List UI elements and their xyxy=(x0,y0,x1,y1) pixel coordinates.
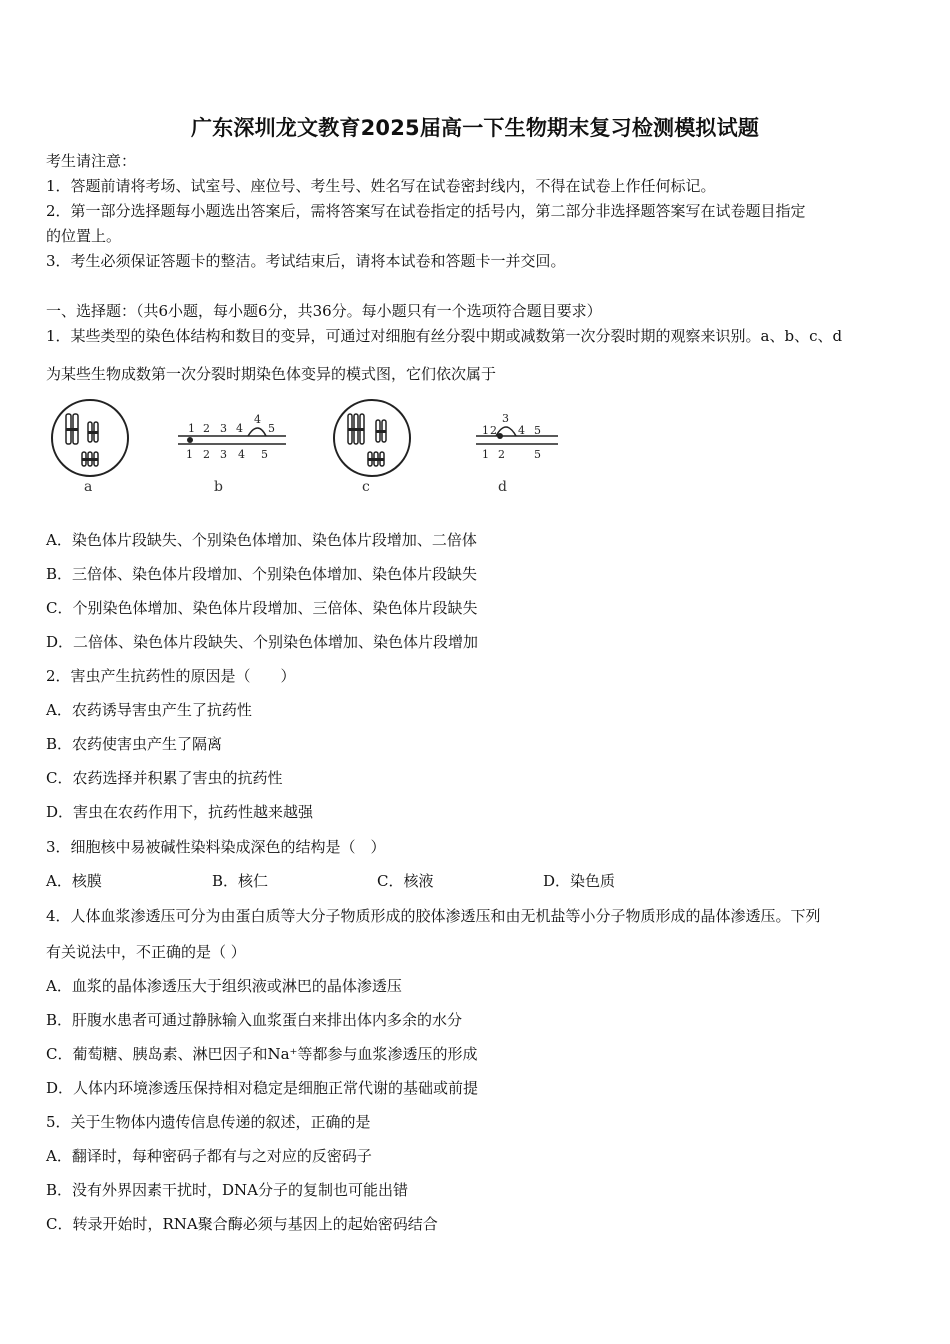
svg-text:4: 4 xyxy=(238,448,245,461)
notice-item-3: 3．考生必须保证答题卡的整洁。考试结束后，请将本试卷和答题卡一并交回。 xyxy=(46,252,566,270)
q1-option-a: A．染色体片段缺失、个别染色体增加、染色体片段增加、二倍体 xyxy=(46,531,477,549)
q3-option-a: A．核膜 xyxy=(46,872,102,890)
page-title: 广东深圳龙文教育2025届高一下生物期末复习检测模拟试题 xyxy=(190,116,760,140)
svg-text:1: 1 xyxy=(186,448,193,461)
q4-stem-line1: 4．人体血浆渗透压可分为由蛋白质等大分子物质形成的胶体渗透压和由无机盐等小分子物质形成的晶体渗透压。下列 xyxy=(46,907,821,925)
notice-heading: 考生请注意： xyxy=(46,152,137,170)
figure-a xyxy=(48,392,138,498)
q3-stem: 3．细胞核中易被碱性染料染成深色的结构是（ ） xyxy=(46,838,386,856)
q4-stem-line2: 有关说法中，不正确的是（ ） xyxy=(46,943,246,961)
q1-stem-line1: 1．某些类型的染色体结构和数目的变异，可通过对细胞有丝分裂中期或减数第一次分裂时期的观察来识别。a、b、c、d xyxy=(46,327,843,345)
q3-option-c: C．核液 xyxy=(377,872,434,890)
svg-text:3: 3 xyxy=(220,422,227,435)
q2-option-d: D．害虫在农药作用下，抗药性越来越强 xyxy=(46,803,314,821)
svg-text:1: 1 xyxy=(482,448,489,461)
notice-item-1: 1．答题前请将考场、试室号、座位号、考生号、姓名写在试卷密封线内，不得在试卷上作任何标记。 xyxy=(46,177,716,195)
svg-text:4: 4 xyxy=(236,422,243,435)
svg-text:4: 4 xyxy=(518,424,525,437)
svg-text:5: 5 xyxy=(534,424,541,437)
figure-a-label: a xyxy=(84,479,93,495)
q2-option-b: B．农药使害虫产生了隔离 xyxy=(46,735,223,753)
svg-text:3: 3 xyxy=(502,412,509,425)
notice-item-2-cont: 的位置上。 xyxy=(46,227,122,245)
q1-stem-line2: 为某些生物成数第一次分裂时期染色体变异的模式图，它们依次属于 xyxy=(46,365,497,383)
svg-text:2: 2 xyxy=(490,424,497,437)
svg-text:1: 1 xyxy=(188,422,195,435)
figure-d xyxy=(470,392,570,498)
svg-text:2: 2 xyxy=(203,448,210,461)
q1-option-d: D．二倍体、染色体片段缺失、个别染色体增加、染色体片段增加 xyxy=(46,633,479,651)
figure-c-label: c xyxy=(362,479,370,495)
q5-option-c: C．转录开始时，RNA聚合酶必须与基因上的起始密码结合 xyxy=(46,1215,438,1233)
figure-b xyxy=(174,392,294,498)
svg-text:1: 1 xyxy=(482,424,489,437)
q2-option-c: C．农药选择并积累了害虫的抗药性 xyxy=(46,769,283,787)
svg-text:2: 2 xyxy=(203,422,210,435)
q4-option-a: A．血浆的晶体渗透压大于组织液或淋巴的晶体渗透压 xyxy=(46,977,402,995)
notice-item-2: 2．第一部分选择题每小题选出答案后，需将答案写在试卷指定的括号内，第二部分非选择题答案写在试卷题目指定 xyxy=(46,202,806,220)
svg-text:5: 5 xyxy=(534,448,541,461)
q4-option-c: C．葡萄糖、胰岛素、淋巴因子和Na⁺等都参与血浆渗透压的形成 xyxy=(46,1045,478,1063)
q4-option-b: B．肝腹水患者可通过静脉输入血浆蛋白来排出体内多余的水分 xyxy=(46,1011,463,1029)
q2-option-a: A．农药诱导害虫产生了抗药性 xyxy=(46,701,252,719)
svg-text:4: 4 xyxy=(254,413,261,426)
q5-option-b: B．没有外界因素干扰时，DNA分子的复制也可能出错 xyxy=(46,1181,409,1199)
svg-text:5: 5 xyxy=(268,422,275,435)
svg-text:2: 2 xyxy=(498,448,505,461)
q3-option-d: D．染色质 xyxy=(543,872,616,890)
q4-option-d: D．人体内环境渗透压保持相对稳定是细胞正常代谢的基础或前提 xyxy=(46,1079,479,1097)
q5-option-a: A．翻译时，每种密码子都有与之对应的反密码子 xyxy=(46,1147,372,1165)
q5-stem: 5．关于生物体内遗传信息传递的叙述，正确的是 xyxy=(46,1113,371,1131)
svg-text:3: 3 xyxy=(220,448,227,461)
section-heading: 一、选择题：（共6小题，每小题6分，共36分。每小题只有一个选项符合题目要求） xyxy=(46,302,602,320)
q1-option-b: B．三倍体、染色体片段增加、个别染色体增加、染色体片段缺失 xyxy=(46,565,478,583)
svg-text:5: 5 xyxy=(261,448,268,461)
q3-option-b: B．核仁 xyxy=(212,872,269,890)
figure-c xyxy=(332,392,422,498)
q1-option-c: C．个别染色体增加、染色体片段增加、三倍体、染色体片段缺失 xyxy=(46,599,478,617)
q2-stem: 2．害虫产生抗药性的原因是（ ） xyxy=(46,667,296,685)
figure-b-label: b xyxy=(214,479,223,495)
figure-d-label: d xyxy=(498,479,507,495)
